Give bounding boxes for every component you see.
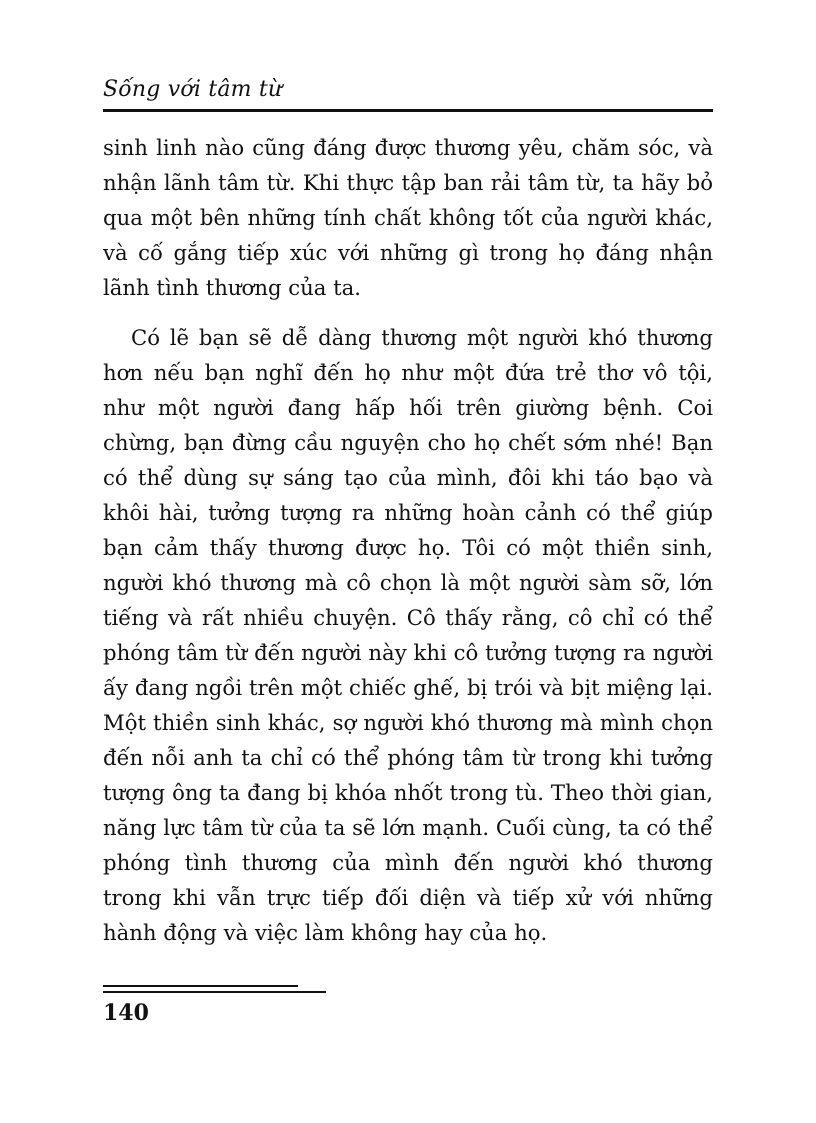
body-text: [103, 130, 713, 950]
paragraph-2: Có lẽ bạn sẽ dễ dàng thương một người khó thương hơn nếu bạn nghĩ đến họ như một đứa trẻ thơ vô tội, như một người đang hấp hối trên giường bệnh. Coi chừng, bạn đừng cầu nguyện cho họ chết sớm nhé! Bạn có thể dùng sự sáng tạo của mình, đôi khi táo bạo và khôi hài, tưởng tượng ra những hoàn cảnh có thể giúp bạn cảm thấy thương được họ. Tôi có một thiền sinh, người khó thương mà cô chọn là một người sàm sỡ, lớn tiếng và rất nhiều chuyện. Cô thấy rằng, cô chỉ có thể phóng tâm từ đến người này khi cô tưởng tượng ra người ấy đang ngồi trên một chiếc ghế, bị trói và bịt miệng lại. Một thiền sinh khác, sợ người khó thương mà mình chọn đến nỗi anh ta chỉ có thể phóng tâm từ trong khi tưởng tượng ông ta đang bị khóa nhốt trong tù. Theo thời gian, năng lực tâm từ của ta sẽ lớn mạnh. Cuối cùng, ta có thể phóng tình thương của mình đến người khó thương trong khi vẫn trực tiếp đối diện và tiếp xử với những hành động và việc làm không hay của họ.: [103, 325, 713, 945]
footer-rule-upper: [103, 985, 298, 987]
paragraph-1: sinh linh nào cũng đáng được thương yêu, chăm sóc, và nhận lãnh tâm từ. Khi thực tập ban rải tâm từ, ta hãy bỏ qua một bên những tính chất không tốt của người khác, và cố gắng tiếp xúc với những gì trong họ đáng nhận lãnh tình thương của ta.: [103, 135, 713, 300]
header-rule: [103, 109, 713, 112]
page-number: 140: [103, 1000, 149, 1026]
footer-rule-lower: [103, 991, 326, 993]
running-head-title: Sống với tâm từ: [103, 77, 283, 102]
